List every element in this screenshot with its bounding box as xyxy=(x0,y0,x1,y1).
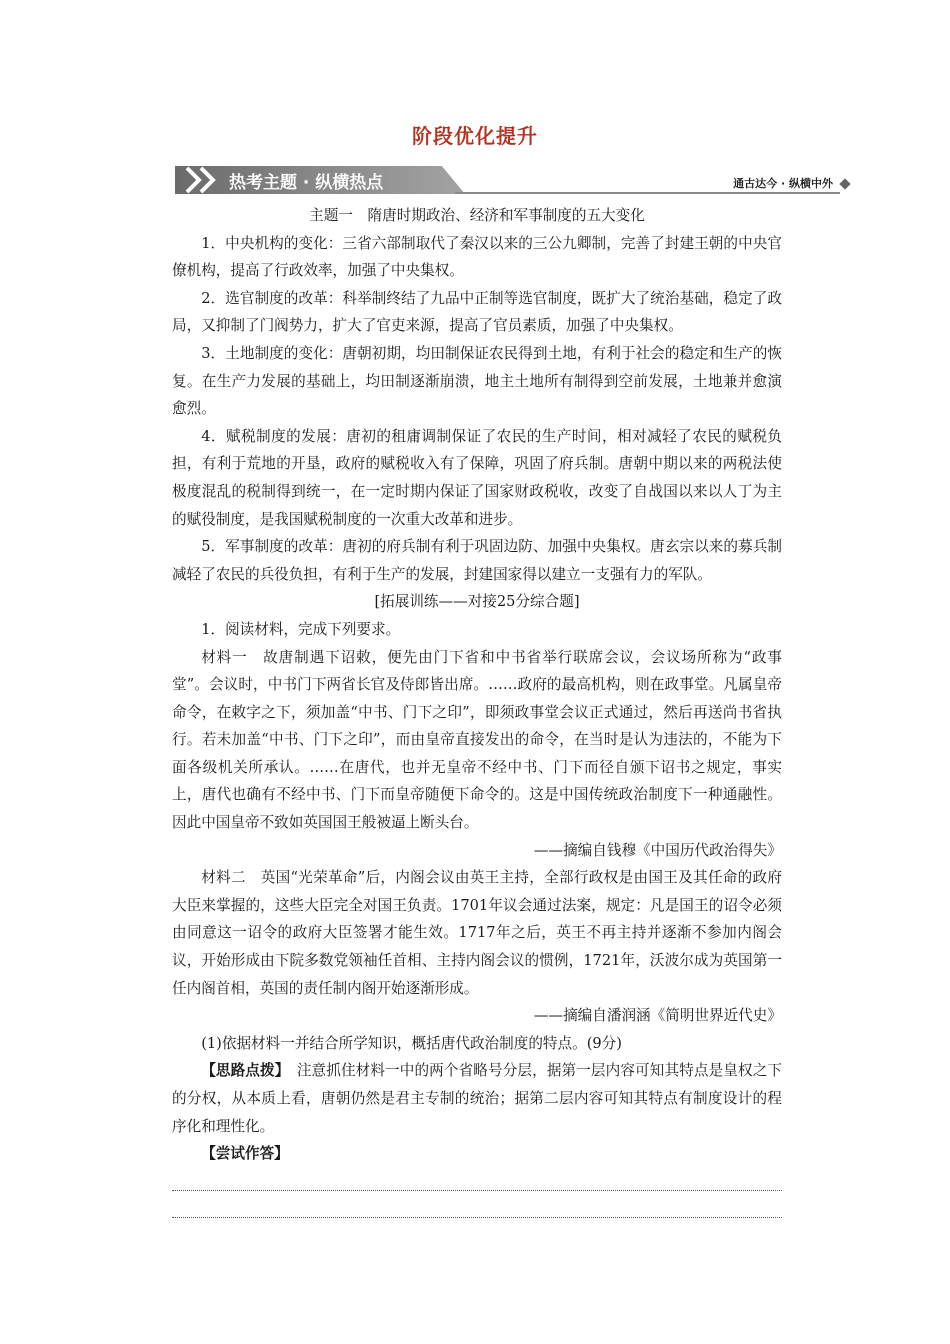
point-1: 1．中央机构的变化：三省六部制取代了秦汉以来的三公九卿制，完善了封建王朝的中央官僚机构，提高了行政效率，加强了中央集权。 xyxy=(172,234,782,280)
document-body xyxy=(172,202,782,1218)
answer-line[interactable] xyxy=(172,1217,782,1218)
sub-question: (1)依据材料一并结合所学知识，概括唐代政治制度的特点。(9分) xyxy=(201,1034,622,1052)
material-two: 材料二 英国“光荣革命”后，内阁会议由英王主持，全部行政权是由国王及其任命的政府大臣来掌握的，这些大臣完全对国王负责。1701年议会通过法案，规定：凡是国王的诏令必须由同意这一诏令的政府大臣签署才能生效。1717年之后，英王不再主持并逐渐不参加内阁会议，开始形成由下院多数党领袖任首相、主持内阁会议的惯例，1721年，沃波尔成为英国第一任内阁首相，英国的责任制内阁开始逐渐形成。 xyxy=(172,869,782,997)
material-one: 材料一 故唐制遇下诏敕，便先由门下省和中书省举行联席会议，会议场所称为“政事堂”。会议时，中书门下两省长官及侍郎皆出席。……政府的最高机构，则在政事堂。凡属皇帝命令，在敕字之下，须加盖“中书、门下之印”，即须政事堂会议正式通过，然后再送尚书省执行。若未加盖“中书、门下之印”，而由皇帝直接发出的命令，在当时是认为违法的，不能为下面各级机关所承认。……在唐代，也并无皇帝不经中书、门下而径自颁下诏书之规定，事实上，唐代也确有不经中书、门下而皇帝随便下命令的。这是中国传统政治制度下一种通融性。因此中国皇帝不致如英国国王般被逼上断头台。 xyxy=(172,648,782,832)
training-heading: [拓展训练——对接25分综合题] xyxy=(374,593,580,611)
page-title: 阶段优化提升 xyxy=(412,124,538,148)
attempt-label: 【尝试作答】 xyxy=(201,1145,289,1163)
question-intro: 1．阅读材料，完成下列要求。 xyxy=(201,620,401,638)
double-chevron-icon xyxy=(181,164,229,196)
source-one: ——摘编自钱穆《中国历代政治得失》 xyxy=(533,841,782,859)
source-two: ——摘编自潘润涵《简明世界近代史》 xyxy=(533,1007,782,1025)
hint-label: 【思路点拨】 xyxy=(201,1062,283,1080)
point-5: 5．军事制度的改革：唐初的府兵制有利于巩固边防、加强中央集权。唐玄宗以来的募兵制减轻了农民的兵役负担，有利于生产的发展，封建国家得以建立一支强有力的军队。 xyxy=(172,538,782,583)
point-4: 4．赋税制度的发展：唐初的租庸调制保证了农民的生产时间，相对减轻了农民的赋税负担，有利于荒地的开垦，政府的赋税收入有了保障，巩固了府兵制。唐朝中期以来的两税法使极度混乱的税制得到统一，在一定时期内保证了国家财政税收，改变了自战国以来以人丁为主的赋役制度，是我国赋税制度的一次重大改革和进步。 xyxy=(172,427,782,528)
answer-line[interactable] xyxy=(172,1190,782,1191)
diamond-icon xyxy=(839,178,850,189)
point-3: 3．土地制度的变化：唐朝初期，均田制保证农民得到土地，有利于社会的稳定和生产的恢复。在生产力发展的基础上，均田制逐渐崩溃，地主土地所有制得到空前发展，土地兼并愈演愈烈。 xyxy=(172,344,782,418)
hint-paragraph xyxy=(172,1057,782,1140)
point-2: 2．选官制度的改革：科举制终结了九品中正制等选官制度，既扩大了统治基础，稳定了政局，又抑制了门阀势力，扩大了官吏来源，提高了官员素质，加强了中央集权。 xyxy=(172,289,782,335)
section-banner xyxy=(175,162,853,196)
topic-heading: 主题一 隋唐时期政治、经济和军事制度的五大变化 xyxy=(309,207,645,224)
attempt-paragraph xyxy=(172,1140,782,1168)
banner-divider xyxy=(455,192,840,194)
banner-title: 热考主题 · 纵横热点 xyxy=(229,173,384,193)
banner-subtitle: 通古达今 · 纵横中外 xyxy=(733,177,833,190)
hint-text: 注意抓住材料一中的两个省略号分层，据第一层内容可知其特点是皇权之下的分权，从本质上看，唐朝仍然是君主专制的统治；据第二层内容可知其特点有制度设计的程序化和理性化。 xyxy=(172,1062,782,1135)
